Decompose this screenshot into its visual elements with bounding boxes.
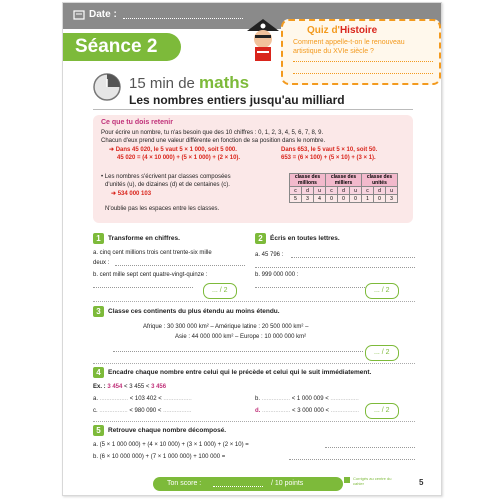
- exercise-5-header: [93, 425, 226, 436]
- exercise-4-header: [93, 367, 371, 378]
- exercise-number: 5: [93, 425, 104, 436]
- classes-table: [289, 173, 398, 203]
- score-band: [153, 477, 343, 491]
- pirate-mascot-icon: [243, 17, 283, 63]
- seance-badge: Séance 2: [63, 33, 181, 61]
- pencil-icon: [73, 9, 85, 21]
- exercise-4-item-a: a. ................. < 103 402 < .................: [93, 396, 192, 402]
- exercise-title: Retrouve chaque nombre décomposé.: [108, 427, 227, 434]
- exercise-2-item-b: b. 999 000 000 :: [255, 272, 299, 278]
- answer-line[interactable]: [325, 447, 415, 448]
- date-label: Date :: [89, 9, 117, 20]
- quiz-answer-line[interactable]: [293, 73, 433, 74]
- quiz-answer-line[interactable]: [293, 61, 433, 62]
- exercise-2-item-a: a. 45 796 :: [255, 252, 284, 258]
- page-number: 5: [419, 478, 424, 487]
- divider: [93, 363, 415, 364]
- answer-line[interactable]: [93, 287, 193, 288]
- exercise-3-data-2: Asie : 44 000 000 km² – Europe : 10 000 000 km²: [175, 334, 307, 340]
- exercise-title: Transforme en chiffres.: [108, 235, 180, 242]
- exercise-2-header: [255, 233, 340, 244]
- digit-cell: 1: [362, 195, 374, 203]
- sub-header: d: [302, 187, 314, 195]
- score-label: Ton score :: [167, 480, 202, 487]
- divider: [93, 301, 415, 302]
- quiz-question: Comment appelle-t-on le renouveau artistique du XVIe siècle ?: [293, 39, 405, 55]
- digit-cell: 0: [374, 195, 386, 203]
- sub-header: c: [290, 187, 302, 195]
- lesson-title: Les nombres entiers jusqu'au milliard: [129, 93, 345, 107]
- sub-header: u: [386, 187, 398, 195]
- retenir-p1: Pour écrire un nombre, tu n'as besoin que des 10 chiffres : 0, 1, 2, 3, 4, 5, 6, 7, 8, 9.: [101, 130, 324, 136]
- exercise-2-score: ... / 2: [365, 283, 399, 299]
- answer-line[interactable]: [255, 287, 365, 288]
- corrige-note: Corrigés au centre du cahier: [353, 476, 392, 486]
- retenir-p2: Chacun d'eux prend une valeur différente en fonction de sa position dans le nombre.: [101, 138, 326, 144]
- exercise-4-example: Ex. : 3 454 < 3 455 < 3 456: [93, 384, 167, 390]
- exercise-1-item-a: a. cinq cent millions trois cent trente-six mille: [93, 250, 212, 256]
- exercise-3-header: [93, 306, 280, 317]
- exercise-number: 4: [93, 367, 104, 378]
- answer-line[interactable]: [115, 265, 245, 266]
- answer-line[interactable]: [289, 459, 415, 460]
- exercise-number: 1: [93, 233, 104, 244]
- digit-cell: 3: [302, 195, 314, 203]
- answer-line[interactable]: [255, 267, 415, 268]
- class-header: classe des milliers: [326, 174, 362, 187]
- exercise-3-data-1: Afrique : 30 300 000 km² – Amérique latine : 20 500 000 km² –: [143, 324, 309, 330]
- exercise-number: 3: [93, 306, 104, 317]
- retenir-classes-2: d'unités (u), de dizaines (d) et de centaines (c).: [105, 182, 230, 188]
- workbook-page: [62, 2, 442, 496]
- quiz-title: Quiz d'Histoire: [307, 25, 378, 36]
- exercise-4-item-b: b. ................. < 1 000 009 < .................: [255, 396, 359, 402]
- clock-icon: [93, 73, 121, 101]
- retenir-example-1: ➜ Dans 45 020, le 5 vaut 5 × 1 000, soit 5 000.: [109, 147, 237, 153]
- retenir-note: N'oublie pas les espaces entre les classes.: [105, 206, 220, 212]
- class-header: classe des millions: [290, 174, 326, 187]
- exercise-4-item-c: c. ................. < 980 090 < .................: [93, 408, 192, 414]
- digit-cell: 0: [338, 195, 350, 203]
- retenir-example-2: Dans 653, le 5 vaut 5 × 10, soit 50.: [281, 147, 378, 153]
- exercise-1-item-a-cont: deux :: [93, 260, 110, 266]
- exercise-4-item-d: d. ................. < 3 000 000 < .................: [255, 408, 360, 414]
- retenir-box: [93, 115, 413, 223]
- answer-line[interactable]: [291, 257, 415, 258]
- footer: [63, 473, 441, 495]
- exercise-1-item-b: b. cent mille sept cent quatre-vingt-quinze :: [93, 272, 208, 278]
- exercise-1-score: ... / 2: [203, 283, 237, 299]
- retenir-title: Ce que tu dois retenir: [101, 119, 173, 126]
- exercise-5-item-b: b. (6 × 10 000 000) + (7 × 1 000 000) + 100 000 =: [93, 454, 226, 460]
- exercise-number: 2: [255, 233, 266, 244]
- sub-header: c: [326, 187, 338, 195]
- sub-header: c: [362, 187, 374, 195]
- divider: [93, 421, 415, 422]
- answer-line[interactable]: [113, 351, 363, 352]
- score-points: / 10 points: [271, 480, 304, 487]
- digit-cell: 0: [350, 195, 362, 203]
- sub-header: u: [314, 187, 326, 195]
- exercise-1-header: [93, 233, 180, 244]
- retenir-classes-example: ➜ 534 000 103: [111, 191, 152, 197]
- retenir-classes-1: • Les nombres s'écrivent par classes composées: [101, 174, 231, 180]
- corrige-square-icon: [344, 477, 350, 483]
- exercise-3-score: ... / 2: [365, 345, 399, 361]
- total-score-field[interactable]: [213, 486, 263, 487]
- date-field[interactable]: [123, 18, 243, 19]
- digit-cell: 4: [314, 195, 326, 203]
- sub-header: d: [374, 187, 386, 195]
- class-header: classe des unités: [362, 174, 398, 187]
- digit-cell: 3: [386, 195, 398, 203]
- sub-header: u: [350, 187, 362, 195]
- exercise-5-item-a: a. (5 × 1 000 000) + (4 × 10 000) + (3 × 1 000) + (2 × 10) =: [93, 442, 249, 448]
- digit-cell: 0: [326, 195, 338, 203]
- lesson-kicker: 15 min de maths: [129, 73, 250, 92]
- exercise-title: Classe ces continents du plus étendu au moins étendu.: [108, 308, 280, 315]
- digit-cell: 5: [290, 195, 302, 203]
- retenir-example-3: 45 020 = (4 × 10 000) + (5 × 1 000) + (2 × 10).: [117, 155, 241, 161]
- sub-header: d: [338, 187, 350, 195]
- divider: [93, 109, 413, 110]
- exercise-title: Écris en toutes lettres.: [270, 235, 340, 242]
- exercise-4-score: ... / 2: [365, 403, 399, 419]
- retenir-example-4: 653 = (6 × 100) + (5 × 10) + (3 × 1).: [281, 155, 376, 161]
- quiz-box: [281, 19, 441, 85]
- exercise-title: Encadre chaque nombre entre celui qui le précède et celui qui le suit immédiatement.: [108, 369, 372, 376]
